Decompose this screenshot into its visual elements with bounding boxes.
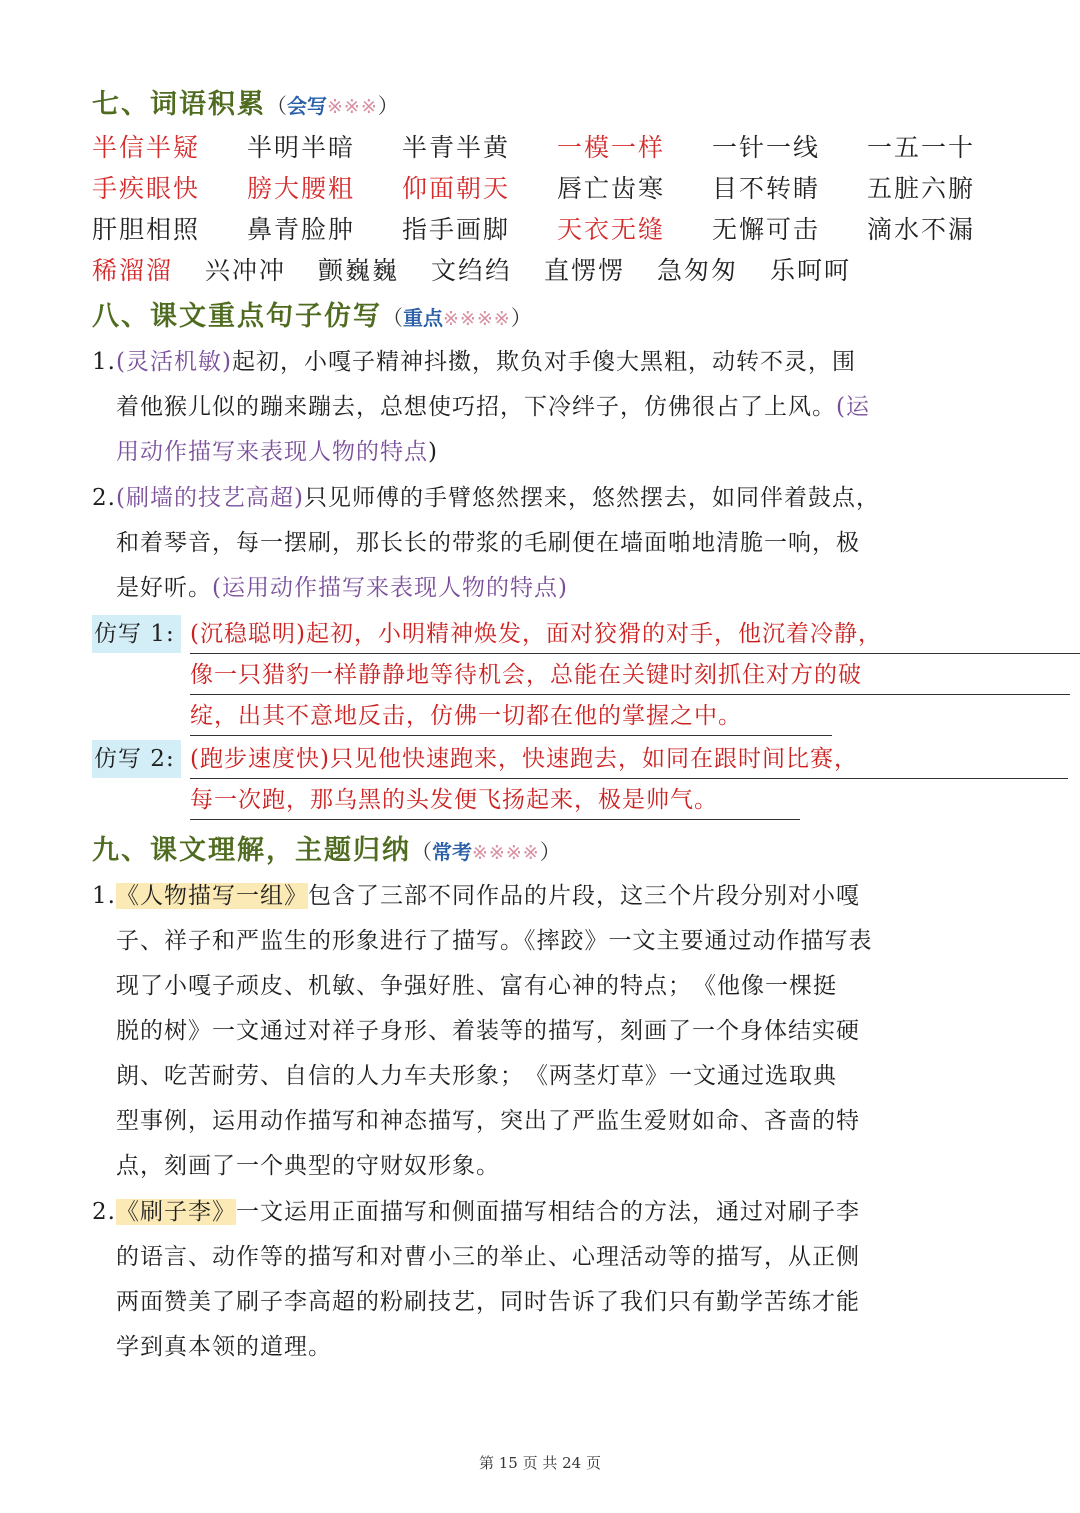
- vocab-word: 鼻青脸肿: [247, 215, 356, 244]
- section-9-stars: ※※※※: [472, 842, 540, 864]
- item-2-title-highlight: 《刷子李》: [116, 1199, 236, 1225]
- vocab-word: 滴水不漏: [867, 215, 976, 244]
- vocab-word: 无懈可击: [712, 215, 821, 244]
- section-7-stars: ※※※: [327, 96, 378, 118]
- vocab-word: 天衣无缝: [557, 215, 666, 244]
- vocab-row: [92, 251, 992, 287]
- vocab-word: 半青半黄: [402, 133, 511, 162]
- section-9-title: 九、课文理解，主题归纳: [92, 835, 411, 866]
- sentence-item-1: 1. (灵活机敏)起初，小嘎子精神抖擞，欺负对手傻大黑粗，动转不灵，围 着他猴儿似的蹦来蹦去，总想使巧招，下冷绊子，仿佛很占了上风。(运 用动作描写来表现人物的特点): [92, 349, 870, 465]
- vocab-word: 兴冲冲: [205, 256, 287, 285]
- section-7-note: 会写: [287, 94, 327, 118]
- section-9-note: 常考: [432, 840, 472, 864]
- vocab-word: 唇亡齿寒: [557, 174, 666, 203]
- section-8-title: 八、课文重点句子仿写: [92, 301, 382, 332]
- imitation-1: 仿写 1: (沉稳聪明)起初，小明精神焕发，面对狡猾的对手，他沉着冷静， 像一只猎豹一样静静地等待机会，总能在关键时刻抓住对方的破 绽，出其不意地反击，仿佛一切都在他的掌握之中。: [92, 615, 992, 740]
- section-8-note: 重点: [403, 306, 443, 330]
- vocab-word: 五脏六腑: [867, 174, 976, 203]
- imitation-2: 仿写 2: (跑步速度快)只见他快速跑来，快速跑去，如同在跟时间比赛， 每一次跑，那乌黑的头发便飞扬起来，极是帅气。: [92, 740, 992, 822]
- section-9-heading: 九、课文理解，主题归纳（常考※※※※）: [92, 835, 561, 866]
- section-7-title: 七、词语积累: [92, 89, 266, 120]
- vocab-word: 指手画脚: [402, 215, 511, 244]
- page-footer: 第 15 页 共 24 页: [478, 1454, 601, 1472]
- vocab-word: 半信半疑: [92, 133, 201, 162]
- vocab-word: 一五一十: [867, 133, 976, 162]
- section-8-heading: 八、课文重点句子仿写（重点※※※※）: [92, 301, 532, 332]
- vocab-row: [92, 128, 992, 164]
- item-1-title-highlight: 《人物描写一组》: [116, 883, 308, 909]
- vocab-word: 手疾眼快: [92, 174, 201, 203]
- item-1-tag: (灵活机敏): [116, 349, 232, 375]
- theme-item-2: 2. 《刷子李》一文运用正面描写和侧面描写相结合的方法，通过对刷子李 的语言、动作等的描写和对曹小三的举止、心理活动等的描写，从正侧 两面赞美了刷子李高超的粉刷技艺，同时告诉了我们只有勤学苦练才能 学到真本领的道理。: [92, 1199, 860, 1360]
- sentence-item-2: 2. (刷墙的技艺高超)只见师傅的手臂悠然摆来，悠然摆去，如同伴着鼓点， 和着琴音，每一摆刷，那长长的带浆的毛刷便在墙面啪地清脆一响，极 是好听。(运用动作描写来表现人物的特点): [92, 485, 880, 601]
- vocab-word: 颤巍巍: [318, 256, 400, 285]
- vocab-word: 膀大腰粗: [247, 174, 356, 203]
- theme-item-1: 1. 《人物描写一组》包含了三部不同作品的片段，这三个片段分别对小嘎 子、祥子和严监生的形象进行了描写。《摔跤》一文主要通过动作描写表 现了小嘎子顽皮、机敏、争强好胜、富有心神的特点； 《他像一棵挺 脱的树》一文通过对祥子身形、着装等的描写，刻画了一个身体结实硬 朗、吃苦耐劳、自信的人力车夫形象； 《两茎灯草》一文通过选取典 型事例，运用动作描写和神态描写，突出了严监生爱财如命、吝啬的特 点，刻画了一个典型的守财奴形象。: [92, 883, 873, 1179]
- vocab-word: 目不转睛: [712, 174, 821, 203]
- vocab-word: 一针一线: [712, 133, 821, 162]
- item-2-tag: (刷墙的技艺高超): [116, 485, 304, 511]
- vocab-word: 半明半暗: [247, 133, 356, 162]
- vocab-row: [92, 210, 992, 246]
- section-8-stars: ※※※※: [443, 308, 511, 330]
- vocab-word: 文绉绉: [431, 256, 513, 285]
- vocab-word: 急匆匆: [657, 256, 739, 285]
- imitation-2-label: 仿写 2:: [92, 740, 181, 778]
- vocab-row: [92, 169, 992, 205]
- vocab-word: 仰面朝天: [402, 174, 511, 203]
- vocab-word: 乐呵呵: [770, 256, 852, 285]
- vocab-word: 稀溜溜: [92, 256, 174, 285]
- vocab-word: 肝胆相照: [92, 215, 201, 244]
- vocab-word: 直愣愣: [544, 256, 626, 285]
- vocab-word: 一模一样: [557, 133, 666, 162]
- imitation-1-label: 仿写 1:: [92, 615, 181, 653]
- section-7-heading: 七、词语积累（会写※※※）: [92, 89, 399, 120]
